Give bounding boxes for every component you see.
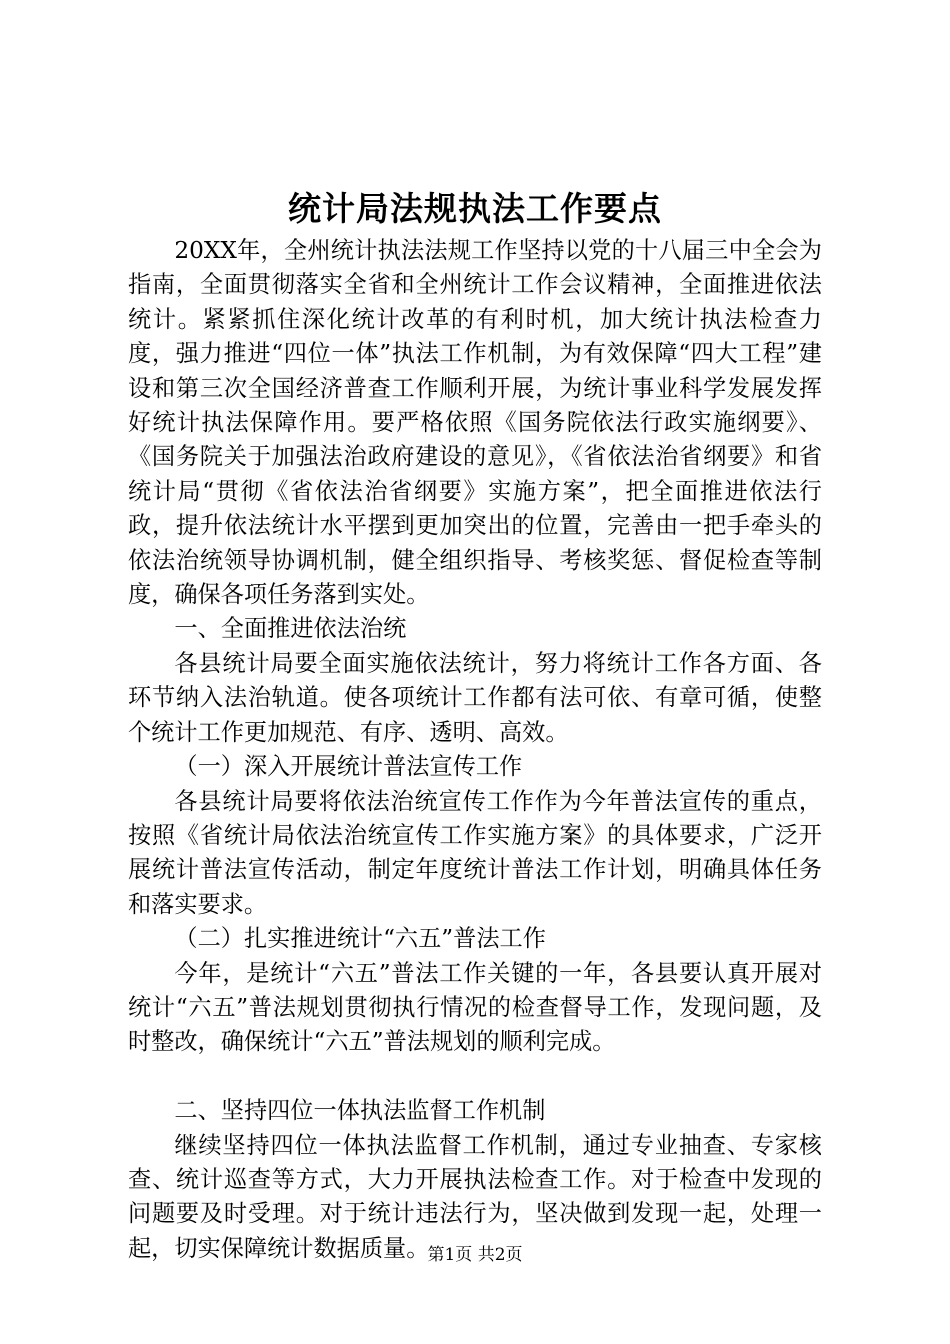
paragraph-intro: 20XX年，全州统计执法法规工作坚持以党的十八届三中全会为指南，全面贯彻落实全省和全州统计工作会议精神，全面推进依法统计。紧紧抓住深化统计改革的有利时机，加大统计执法检查力度，强力推进“四位一体”执法工作机制，为有效保障“四大工程”建设和第三次全国经济普查工作顺利开展，为统计事业科学发展发挥好统计执法保障作用。要严格依照《国务院依法行政实施纲要》、《国务院关于加强法治政府建设的意见》，《省依法治省纲要》和省统计局“贯彻《省依法治省纲要》实施方案”，把全面推进依法行政，提升依法统计水平摆到更加突出的位置，完善由一把手牵头的依法治统领导协调机制，健全组织指导、考核奖惩、督促检查等制度，确保各项任务落到实处。 [128,237,822,609]
section-heading-1: 一、全面推进依法治统 [174,615,407,643]
paragraph-section-2: 继续坚持四位一体执法监督工作机制，通过专业抽查、专家核查、统计巡查等方式，大力开展执法检查工作。对于检查中发现的问题要及时受理。对于统计违法行为，坚决做到发现一起，处理一起，切实保障统计数据质量。 [128,1131,822,1262]
document-title: 统计局法规执法工作要点 [288,189,662,228]
paragraph-section-1: 各县统计局要全面实施依法统计，努力将统计工作各方面、各环节纳入法治轨道。使各项统计工作都有法可依、有章可循，使整个统计工作更加规范、有序、透明、高效。 [128,649,822,746]
paragraph-subsection-1-1: 各县统计局要将依法治统宣传工作作为今年普法宣传的重点，按照《省统计局依法治统宣传工作实施方案》的具体要求，广泛开展统计普法宣传活动，制定年度统计普法工作计划，明确具体任务和落实要求。 [128,787,822,918]
section-heading-2: 二、坚持四位一体执法监督工作机制 [174,1097,546,1125]
paragraph-subsection-1-2: 今年，是统计“六五”普法工作关键的一年，各县要认真开展对统计“六五”普法规划贯彻执行情况的检查督导工作，发现问题，及时整改，确保统计“六五”普法规划的顺利完成。 [128,959,822,1056]
subsection-heading-1-1: （一）深入开展统计普法宣传工作 [174,753,523,781]
paragraph-spacer [128,1060,822,1094]
page-footer: 第1页 共2页 [427,1245,523,1265]
subsection-heading-1-2: （二）扎实推进统计“六五”普法工作 [174,925,546,953]
document-body [128,234,822,1266]
